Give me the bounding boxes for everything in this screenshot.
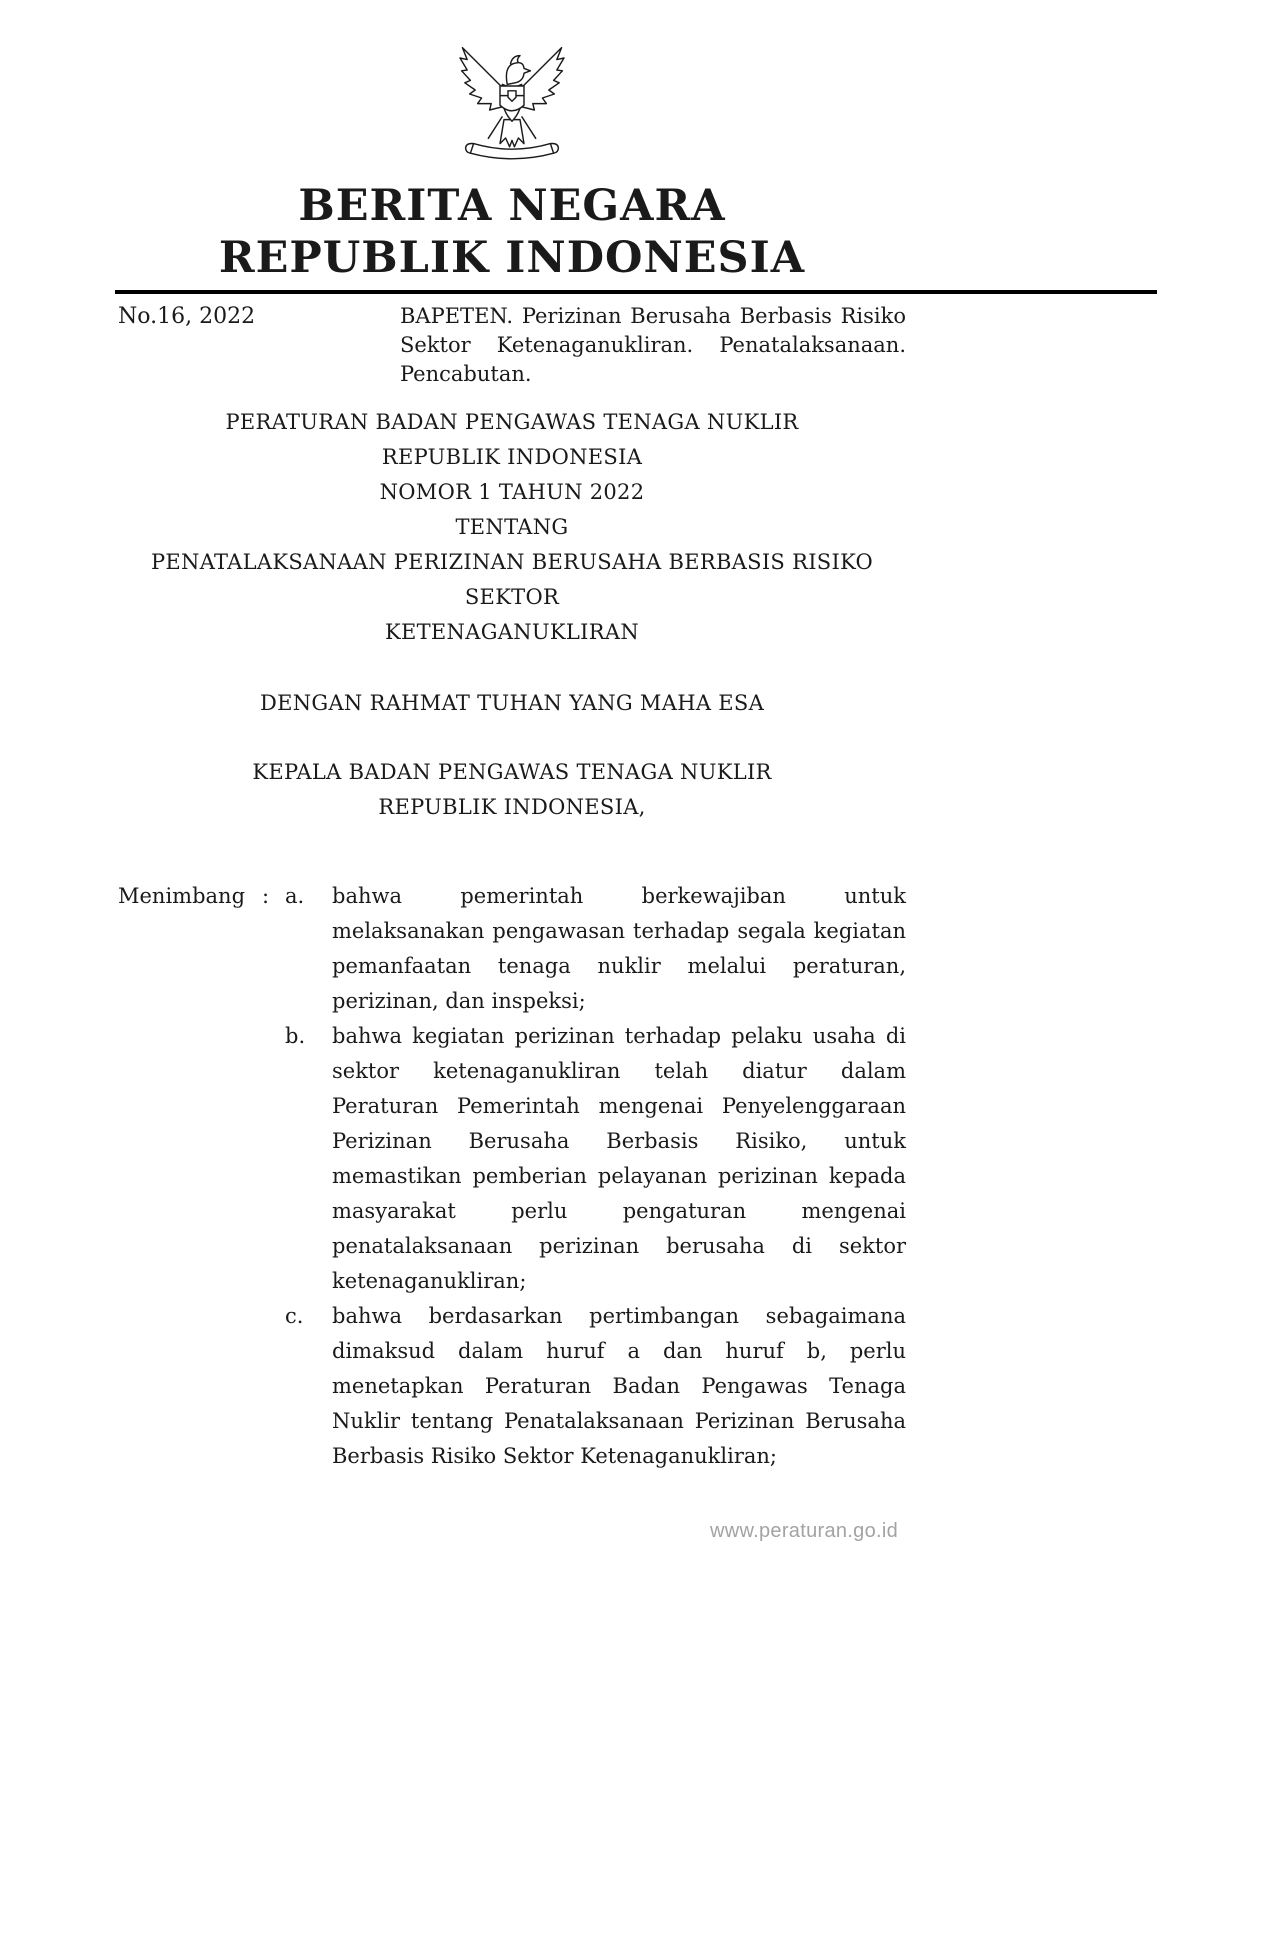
- regulation-title-line: PENATALAKSANAAN PERIZINAN BERUSAHA BERBASIS RISIKO SEKTOR: [150, 550, 874, 609]
- regulation-title-block: [118, 405, 906, 650]
- invocation-line: DENGAN RAHMAT TUHAN YANG MAHA ESA: [259, 691, 765, 715]
- regulation-title-line: TENTANG: [455, 515, 569, 539]
- regulation-title-line: NOMOR 1 TAHUN 2022: [379, 480, 645, 504]
- considering-label: Menimbang: [118, 884, 246, 908]
- footer-url: www.peraturan.go.id: [710, 1520, 899, 1542]
- authority-line: KEPALA BADAN PENGAWAS TENAGA NUKLIR: [252, 760, 772, 784]
- regulation-title-line: REPUBLIK INDONESIA: [381, 445, 643, 469]
- considering-items: [285, 879, 906, 1474]
- item-text: bahwa berdasarkan pertimbangan sebagaimana dimaksud dalam huruf a dan huruf b, perlu menetapkan Peraturan Badan Pengawas Tenaga Nuklir tentang Penatalaksanaan Perizinan Berusaha Berbasis Risiko Sektor Ketenaganukliran;: [332, 1304, 906, 1468]
- considering-item: [285, 879, 906, 1019]
- authority-line: REPUBLIK INDONESIA,: [378, 795, 646, 819]
- item-marker: b.: [285, 1024, 306, 1048]
- item-marker: c.: [285, 1304, 304, 1328]
- regulation-title-line: PERATURAN BADAN PENGAWAS TENAGA NUKLIR: [225, 410, 799, 434]
- gazette-title-line-1: BERITA NEGARA: [298, 181, 726, 231]
- item-text: bahwa pemerintah berkewajiban untuk melaksanakan pengawasan terhadap segala kegiatan pemanfaatan tenaga nuklir melalui peraturan, perizinan, dan inspeksi;: [332, 884, 906, 1013]
- issue-subject: BAPETEN. Perizinan Berusaha Berbasis Risiko Sektor Ketenaganukliran. Penatalaksanaan. Pencabutan.: [400, 304, 906, 386]
- considering-section: [118, 879, 906, 1474]
- masthead: [118, 0, 906, 284]
- garuda-emblem-icon: [456, 38, 568, 166]
- issue-row: [118, 302, 906, 389]
- item-marker: a.: [285, 884, 305, 908]
- gazette-title-line-2: REPUBLIK INDONESIA: [218, 233, 806, 283]
- issue-number: No.16, 2022: [118, 304, 256, 329]
- item-text: bahwa kegiatan perizinan terhadap pelaku usaha di sektor ketenaganukliran telah diatur dalam Peraturan Pemerintah mengenai Penyelenggaraan Perizinan Berusaha Berbasis Risiko, untuk memastikan pemberian pelayanan perizinan kepada masyarakat perlu pengaturan mengenai penatalaksanaan perizinan berusaha di sektor ketenaganukliran;: [332, 1024, 906, 1293]
- considering-colon: :: [262, 884, 270, 908]
- regulation-title-line: KETENAGANUKLIRAN: [385, 620, 639, 644]
- header-rule: [115, 290, 1157, 294]
- considering-item: [285, 1019, 906, 1299]
- considering-item: [285, 1299, 906, 1474]
- authority-block: [118, 755, 906, 825]
